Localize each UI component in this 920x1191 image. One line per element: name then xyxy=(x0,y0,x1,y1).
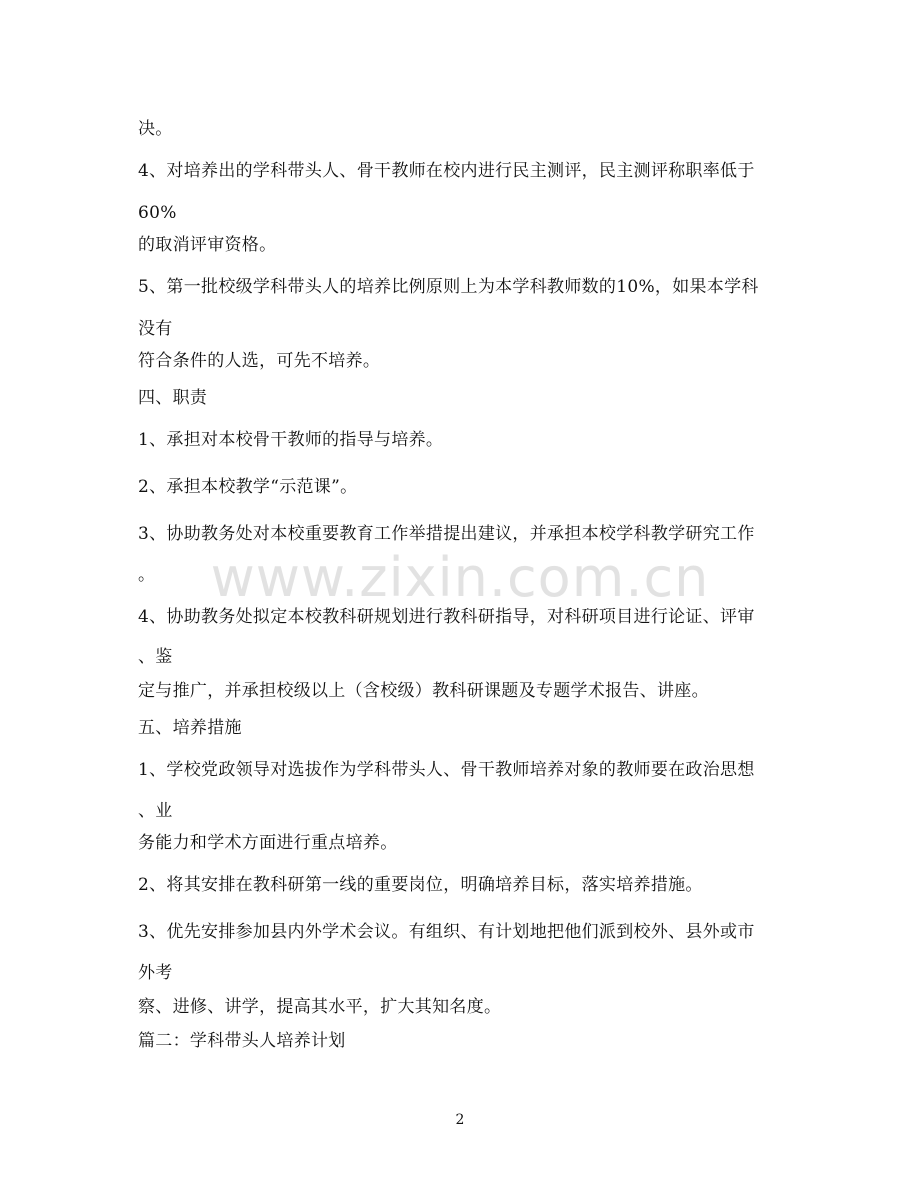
text-line: 4、协助教务处拟定本校教科研规划进行教科研指导，对科研项目进行论证、评审 xyxy=(138,607,755,627)
text-line: 外考 xyxy=(138,963,173,983)
text-line: 没有 xyxy=(138,319,173,339)
section-heading: 篇二：学科带头人培养计划 xyxy=(138,1031,346,1051)
text-line: 的取消评审资格。 xyxy=(138,235,277,255)
section-heading: 四、职责 xyxy=(138,388,208,408)
text-line: 定与推广，并承担校级以上（含校级）教科研课题及专题学术报告、讲座。 xyxy=(138,681,709,701)
page-number: 2 xyxy=(455,1112,465,1128)
section-heading: 五、培养措施 xyxy=(138,718,242,738)
text-line: 4、对培养出的学科带头人、骨干教师在校内进行民主测评，民主测评称职率低于 xyxy=(138,161,755,181)
text-line: 3、协助教务处对本校重要教育工作举措提出建议，并承担本校学科教学研究工作 xyxy=(138,524,755,544)
watermark: www.zixin.com.cn xyxy=(210,546,710,609)
text-line: 察、进修、讲学，提高其水平，扩大其知名度。 xyxy=(138,997,502,1017)
text-line: 3、优先安排参加县内外学术会议。有组织、有计划地把他们派到校外、县外或市 xyxy=(138,922,755,942)
text-line: 1、承担对本校骨干教师的指导与培养。 xyxy=(138,430,444,450)
text-line: 2、将其安排在教科研第一线的重要岗位，明确培养目标，落实培养措施。 xyxy=(138,875,703,895)
text-line: 符合条件的人选，可先不培养。 xyxy=(138,351,381,371)
text-line: 、业 xyxy=(138,801,173,821)
text-line: 2、承担本校教学“示范课”。 xyxy=(138,477,358,497)
text-line: 务能力和学术方面进行重点培养。 xyxy=(138,833,398,853)
text-line: 、鉴 xyxy=(138,647,173,667)
text-line: 决。 xyxy=(138,119,173,139)
text-line: 5、第一批校级学科带头人的培养比例原则上为本学科教师数的10%，如果本学科 xyxy=(138,277,759,297)
text-line: 60% xyxy=(138,203,177,223)
text-line: 。 xyxy=(138,565,156,585)
text-line: 1、学校党政领导对选拔作为学科带头人、骨干教师培养对象的教师要在政治思想 xyxy=(138,760,755,780)
